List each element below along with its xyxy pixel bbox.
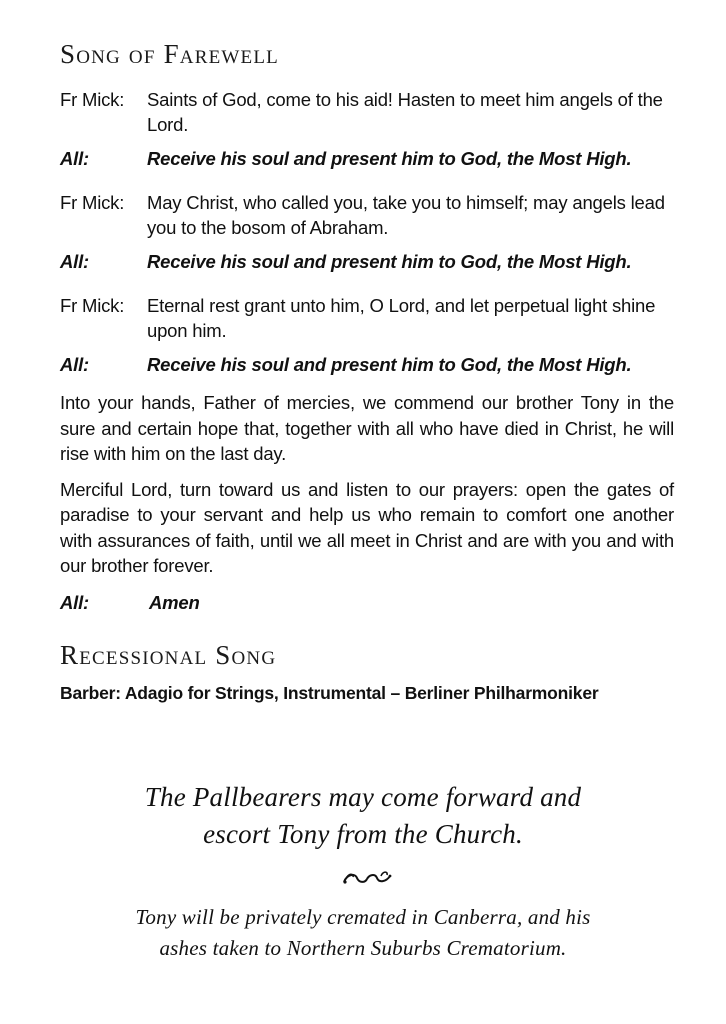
priest-line (60, 293, 674, 343)
note-line: Tony will be privately cremated in Canberra, and his (135, 905, 591, 929)
speaker-label: All: (60, 354, 90, 375)
response-text: Receive his soul and present him to God, the Most High. (147, 148, 632, 169)
recessional-song-heading: Recessional Song (60, 639, 277, 670)
document-page (60, 38, 674, 705)
pallbearers-instruction (0, 779, 726, 853)
recessional-song-title: Barber: Adagio for Strings, Instrumental – Berliner Philharmoniker (60, 682, 599, 703)
commendation-prayer: Into your hands, Father of mercies, we commend our brother Tony in the sure and certain hope that, together with all who have died in Christ, he will rise with him on the last day. (60, 392, 674, 464)
speaker-label: All: (60, 148, 90, 169)
amen-text: Amen (149, 591, 200, 613)
speaker-label: Fr Mick: (60, 192, 125, 213)
amen-line (60, 590, 674, 615)
exchange-2 (60, 190, 674, 274)
merciful-lord-prayer: Merciful Lord, turn toward us and listen to our prayers: open the gates of paradise to your servant and help us who remain to comfort one another with assurances of faith, until we all meet in Christ and are with you and with our brother forever. (60, 478, 674, 576)
response-text: Receive his soul and present him to God, the Most High. (147, 354, 632, 375)
note-line: ashes taken to Northern Suburbs Crematorium. (159, 936, 567, 960)
speaker-label: Fr Mick: (60, 295, 125, 316)
speaker-label: Fr Mick: (60, 89, 125, 110)
priest-text: May Christ, who called you, take you to himself; may angels lead you to the bosom of Abraham. (147, 192, 665, 238)
exchange-1 (60, 87, 674, 171)
priest-line (60, 87, 674, 137)
response-text: Receive his soul and present him to God, the Most High. (147, 251, 632, 272)
fleuron-icon (341, 868, 393, 888)
priest-text: Eternal rest grant unto him, O Lord, and let perpetual light shine upon him. (147, 295, 656, 341)
song-of-farewell-heading: Song of Farewell (60, 39, 279, 69)
priest-line (60, 190, 674, 240)
exchange-3 (60, 293, 674, 377)
instruction-line: The Pallbearers may come forward and (144, 782, 582, 812)
response-line (60, 352, 674, 377)
response-line (60, 146, 674, 171)
response-line (60, 249, 674, 274)
speaker-label: All: (60, 591, 90, 613)
instruction-line: escort Tony from the Church. (203, 819, 523, 849)
cremation-note (0, 902, 726, 964)
priest-text: Saints of God, come to his aid! Hasten to meet him angels of the Lord. (147, 89, 663, 135)
speaker-label: All: (60, 251, 90, 272)
